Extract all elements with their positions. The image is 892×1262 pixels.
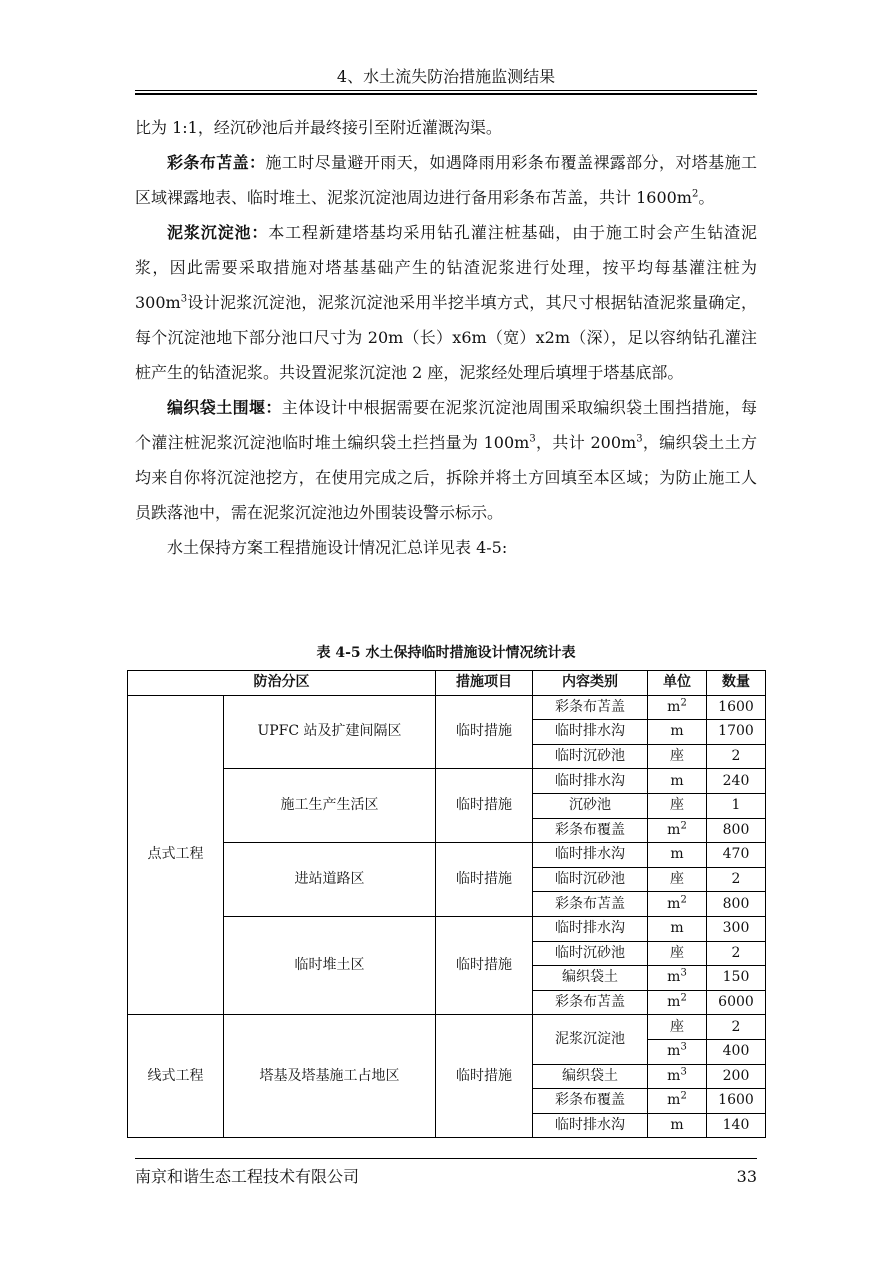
content-cell: 彩条布苫盖 bbox=[533, 695, 648, 720]
qty-cell: 140 bbox=[707, 1113, 766, 1138]
content-cell: 临时排水沟 bbox=[533, 916, 648, 941]
table-row bbox=[128, 843, 766, 868]
subzone-cell: 进站道路区 bbox=[224, 843, 436, 917]
content-cell: 临时沉砂池 bbox=[533, 867, 648, 892]
paragraph-mud-pool bbox=[135, 215, 757, 390]
unit-cell: $m^3$ bbox=[648, 1064, 707, 1089]
paragraph-tarp-text-b: 。 bbox=[698, 188, 715, 207]
unit-cell: $m^2$ bbox=[648, 1089, 707, 1114]
measure-cell: 临时措施 bbox=[436, 695, 533, 769]
unit-cell: m bbox=[648, 916, 707, 941]
unit-cell: m bbox=[648, 720, 707, 745]
superscript: 3 bbox=[636, 433, 643, 445]
qty-cell: 2 bbox=[707, 867, 766, 892]
paragraph-sandbag-heading: 编织袋土围堰： bbox=[167, 398, 282, 417]
header-unit: 单位 bbox=[648, 671, 707, 696]
measure-cell: 临时措施 bbox=[436, 843, 533, 917]
paragraph-mud-pool-heading: 泥浆沉淀池： bbox=[167, 223, 269, 242]
unit-cell: m bbox=[648, 1113, 707, 1138]
qty-cell: 2 bbox=[707, 941, 766, 966]
table-row bbox=[128, 695, 766, 720]
qty-cell: 1600 bbox=[707, 695, 766, 720]
subzone-cell: UPFC 站及扩建间隔区 bbox=[224, 695, 436, 769]
qty-cell: 800 bbox=[707, 818, 766, 843]
content-cell: 泥浆沉淀池 bbox=[533, 1015, 648, 1064]
qty-cell: 2 bbox=[707, 744, 766, 769]
qty-cell: 1700 bbox=[707, 720, 766, 745]
subzone-cell: 塔基及塔基施工占地区 bbox=[224, 1015, 436, 1138]
superscript: 3 bbox=[529, 433, 536, 445]
table-row bbox=[128, 769, 766, 794]
unit-cell: $m^2$ bbox=[648, 695, 707, 720]
content-cell: 临时沉砂池 bbox=[533, 744, 648, 769]
unit-cell: 座 bbox=[648, 941, 707, 966]
measures-table bbox=[127, 670, 766, 1138]
paragraph-summary: 水土保持方案工程措施设计情况汇总详见表 4-5: bbox=[167, 538, 508, 557]
paragraph-mud-pool-text-b: 设计泥浆沉淀池，泥浆沉淀池采用半挖半填方式，其尺寸根据钻渣泥浆量确定，每个沉淀池地下部分池口尺寸为 20m（长）x6m（宽）x2m（深），足以容纳钻孔灌注桩产生的钻渣泥浆。共设置泥浆沉淀池 2 座，泥浆经处理后填埋于塔基底部。 bbox=[135, 293, 757, 382]
superscript: 2 bbox=[691, 188, 699, 200]
header-rule-thick bbox=[135, 93, 757, 95]
unit-cell: 座 bbox=[648, 867, 707, 892]
unit-cell: $m^2$ bbox=[648, 990, 707, 1015]
content-cell: 编织袋土 bbox=[533, 966, 648, 991]
footer-company: 南京和谐生态工程技术有限公司 bbox=[135, 1167, 360, 1186]
group-cell: 点式工程 bbox=[128, 695, 224, 1015]
table-row bbox=[128, 916, 766, 941]
table-header-row bbox=[128, 671, 766, 696]
subzone-cell: 临时堆土区 bbox=[224, 916, 436, 1014]
header-item: 措施项目 bbox=[436, 671, 533, 696]
unit-cell: $m^2$ bbox=[648, 818, 707, 843]
superscript: 3 bbox=[180, 293, 188, 305]
header-rule-thin bbox=[135, 90, 757, 91]
unit-cell: $m^3$ bbox=[648, 966, 707, 991]
unit-cell: $m^3$ bbox=[648, 1039, 707, 1064]
paragraph-sandbag-text-a: 主体设计中根据需要在泥浆沉淀池周围采取编织袋土围挡措施，每个灌注桩泥浆沉淀池临时堆土编织袋土拦挡量为 100m bbox=[135, 398, 757, 452]
qty-cell: 800 bbox=[707, 892, 766, 917]
header-content: 内容类别 bbox=[533, 671, 648, 696]
content-cell: 临时排水沟 bbox=[533, 720, 648, 745]
unit-cell: m bbox=[648, 769, 707, 794]
qty-cell: 150 bbox=[707, 966, 766, 991]
subzone-cell: 施工生产生活区 bbox=[224, 769, 436, 843]
measure-cell: 临时措施 bbox=[436, 1015, 533, 1138]
content-cell: 彩条布苫盖 bbox=[533, 990, 648, 1015]
paragraph-sandbag bbox=[135, 390, 757, 530]
paragraph-tarp-text-a: 施工时尽量避开雨天，如遇降雨用彩条布覆盖裸露部分，对塔基施工区域裸露地表、临时堆土、泥浆沉淀池周边进行备用彩条布苫盖，共计 1600m bbox=[135, 153, 757, 207]
paragraph-0: 比为 1:1，经沉砂池后并最终接引至附近灌溉沟渠。 bbox=[135, 118, 502, 137]
measure-cell: 临时措施 bbox=[436, 769, 533, 843]
qty-cell: 240 bbox=[707, 769, 766, 794]
paragraph-sandbag-text-c: ，编织袋土土方均来自你将沉淀池挖方，在使用完成之后，拆除并将土方回填至本区域；为防止施工人员跌落池中，需在泥浆沉淀池边外围装设警示标示。 bbox=[135, 433, 757, 522]
qty-cell: 1600 bbox=[707, 1089, 766, 1114]
paragraph-tarp-heading: 彩条布苫盖： bbox=[167, 153, 266, 172]
content-cell: 沉砂池 bbox=[533, 793, 648, 818]
content-cell: 临时排水沟 bbox=[533, 843, 648, 868]
qty-cell: 200 bbox=[707, 1064, 766, 1089]
table-row bbox=[128, 1015, 766, 1040]
body-text bbox=[135, 110, 757, 565]
unit-cell: 座 bbox=[648, 744, 707, 769]
unit-cell: $m^2$ bbox=[648, 892, 707, 917]
qty-cell: 2 bbox=[707, 1015, 766, 1040]
footer-rule bbox=[135, 1158, 757, 1159]
header-zone: 防治分区 bbox=[128, 671, 436, 696]
header-qty: 数量 bbox=[707, 671, 766, 696]
unit-cell: 座 bbox=[648, 1015, 707, 1040]
qty-cell: 400 bbox=[707, 1039, 766, 1064]
unit-cell: 座 bbox=[648, 793, 707, 818]
unit-cell: m bbox=[648, 843, 707, 868]
qty-cell: 1 bbox=[707, 793, 766, 818]
group-cell: 线式工程 bbox=[128, 1015, 224, 1138]
qty-cell: 470 bbox=[707, 843, 766, 868]
qty-cell: 300 bbox=[707, 916, 766, 941]
table-title: 表 4-5 水土保持临时措施设计情况统计表 bbox=[316, 645, 576, 661]
content-cell: 彩条布苫盖 bbox=[533, 892, 648, 917]
content-cell: 彩条布覆盖 bbox=[533, 1089, 648, 1114]
content-cell: 临时排水沟 bbox=[533, 1113, 648, 1138]
content-cell: 临时沉砂池 bbox=[533, 941, 648, 966]
measure-cell: 临时措施 bbox=[436, 916, 533, 1014]
paragraph-tarp bbox=[135, 145, 757, 215]
page-number: 33 bbox=[736, 1167, 757, 1186]
content-cell: 编织袋土 bbox=[533, 1064, 648, 1089]
paragraph-mud-pool-text-a: 本工程新建塔基均采用钻孔灌注桩基础，由于施工时会产生钻渣泥浆，因此需要采取措施对塔基基础产生的钻渣泥浆进行处理，按平均每基灌注桩为 300m bbox=[135, 223, 757, 312]
content-cell: 临时排水沟 bbox=[533, 769, 648, 794]
paragraph-sandbag-text-b: ，共计 200m bbox=[535, 433, 637, 452]
content-cell: 彩条布覆盖 bbox=[533, 818, 648, 843]
page-header-title: 4、水土流失防治措施监测结果 bbox=[336, 67, 556, 86]
qty-cell: 6000 bbox=[707, 990, 766, 1015]
